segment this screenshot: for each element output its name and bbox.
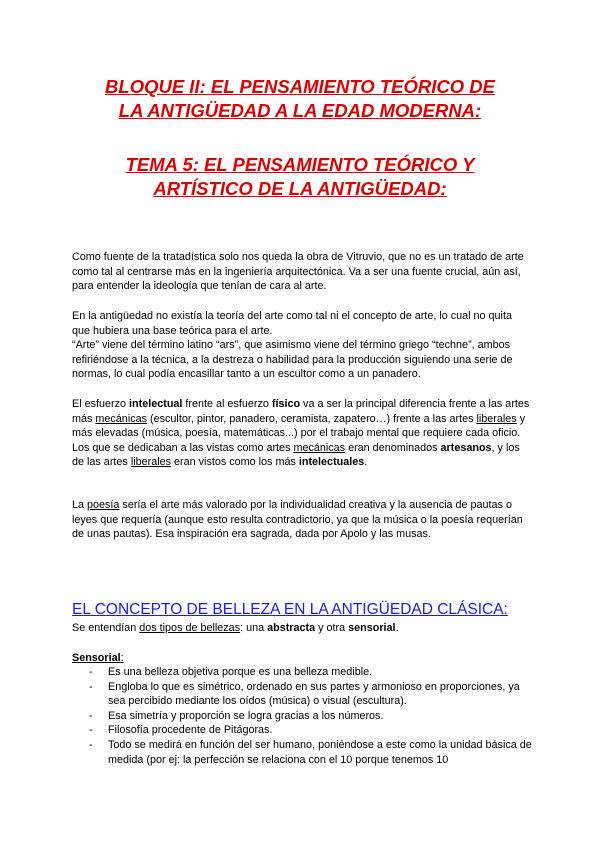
- list-item: [72, 709, 532, 724]
- text-run: , y los de las artes: [72, 441, 520, 469]
- paragraph-sentence: [72, 397, 532, 441]
- list-item-text: Filosofía procedente de Pitágoras.: [108, 724, 273, 737]
- topic-title-line-2: ARTÍSTICO DE LA ANTIGÜEDAD:: [153, 178, 447, 199]
- paragraph-vitruvio: [72, 250, 532, 294]
- paragraph-text: En la antigüedad no existía la teoría del arte como tal ni el concepto de arte, lo cual no quita que hubiera una base teórica para el arte.: [72, 310, 512, 337]
- paragraph-text: “Arte” viene del término latino “ars”, que asimismo viene del término griego “techne”, ambos refiriéndose a la técnica, a la destreza o habilidad para la producción siguiendo una serie de normas, lo cual podía encasillar tanto a un escultor como a un panadero.: [72, 339, 513, 381]
- paragraph-text: Como fuente de la tratadística solo nos queda la obra de Vitruvio, que no es un tratado de arte como tal al centrarse más en la ingeniería arquitectónica. Va a ser una fuente crucial, aún así, para entender la ideología que tenían de cara al arte.: [72, 251, 524, 293]
- bold-term: artesanos: [440, 441, 492, 454]
- dash-bullet-icon: -: [89, 680, 93, 693]
- bold-term: intelectual: [129, 398, 183, 410]
- list-item: [72, 665, 532, 680]
- text-run: El esfuerzo: [72, 398, 130, 410]
- list-item-text: Esa simetría y proporción se logra gracias a los números.: [108, 709, 384, 722]
- underlined-term: mecánicas: [293, 441, 346, 454]
- topic-title-line-1: TEMA 5: EL PENSAMIENTO TEÓRICO Y: [125, 154, 475, 175]
- text-run: Se entendían: [72, 622, 140, 634]
- subsection-heading-colon: :: [120, 652, 124, 664]
- paragraph-sentence: [72, 441, 532, 470]
- text-run: y otra: [315, 622, 349, 634]
- dash-bullet-icon: -: [89, 666, 93, 678]
- text-run: .: [364, 456, 368, 469]
- list-item-text: Engloba lo que es simétrico, ordenado en sus partes y armonioso en proporciones, ya sea percibido mediante los oídos (música) o visual (escultura).: [108, 680, 520, 708]
- text-run: frente al esfuerzo: [182, 398, 272, 410]
- underlined-term: liberales: [476, 412, 517, 425]
- underlined-term: dos tipos de bellezas: [139, 622, 241, 634]
- bold-term: sensorial: [348, 622, 396, 634]
- block-title-line-2: LA ANTIGÜEDAD A LA EDAD MODERNA:: [118, 100, 482, 121]
- dash-bullet-icon: -: [89, 724, 93, 737]
- subsection-heading-sensorial: [72, 651, 124, 666]
- text-run: : una: [240, 622, 268, 634]
- text-run: eran denominados: [345, 441, 441, 454]
- section-heading: EL CONCEPTO DE BELLEZA EN LA ANTIGÜEDAD CLÁSICA:: [72, 601, 508, 618]
- underlined-term: mecánicas: [95, 412, 148, 425]
- topic-title: [60, 153, 540, 201]
- paragraph-esfuerzo: [72, 397, 532, 470]
- list-item: [72, 738, 532, 767]
- text-run: La: [72, 499, 88, 511]
- block-title-line-1: BLOQUE II: EL PENSAMIENTO TEÓRICO DE: [105, 76, 495, 97]
- bold-term: abstracta: [267, 622, 316, 634]
- paragraph-poesia: [72, 498, 532, 542]
- text-run: eran vistos como los más: [171, 456, 299, 469]
- text-run: .: [395, 622, 399, 634]
- list-item-text: Todo se medirá en función del ser humano, poniéndose a este como la unidad básica de medida (por ej: la perfección se relaciona con el 10 porque tenemos 10: [108, 738, 532, 766]
- paragraph-arte: [72, 309, 532, 382]
- dash-bullet-icon: -: [89, 709, 93, 722]
- block-title: [60, 75, 540, 123]
- bold-term: intelectuales: [298, 456, 365, 469]
- list-item: [72, 680, 532, 709]
- text-run: y más elevadas (música, poesía, matemáticas...) por el trabajo mental que requiere cada oficio.: [72, 412, 526, 440]
- list-item-text: Es una belleza objetiva porque es una belleza medible.: [108, 666, 373, 678]
- text-run: va a ser la principal diferencia frente a las artes más: [72, 398, 530, 425]
- list-item: [72, 723, 532, 738]
- sensorial-bullet-list: [72, 665, 532, 767]
- paragraph-text: [72, 498, 532, 542]
- section-intro: [72, 621, 542, 636]
- text-run: (escultor, pintor, panadero, ceramista, zapatero…) frente a las artes: [147, 412, 477, 425]
- bold-term: físico: [271, 398, 301, 410]
- dash-bullet-icon: -: [89, 738, 93, 751]
- subsection-heading-label: Sensorial: [72, 652, 121, 664]
- text-run: Los que se dedicaban a las vistas como artes: [72, 441, 294, 454]
- text-run: sería el arte más valorado por la individualidad creativa y la ausencia de pautas o leyes que requería (aunque esto resulta contradictorio, ya que la música o la poesía requerían de unas pautas). Esa inspiración era sagrada, dada por Apolo y las musas.: [72, 499, 523, 541]
- underlined-term: poesía: [87, 499, 120, 511]
- underlined-term: liberales: [130, 456, 172, 469]
